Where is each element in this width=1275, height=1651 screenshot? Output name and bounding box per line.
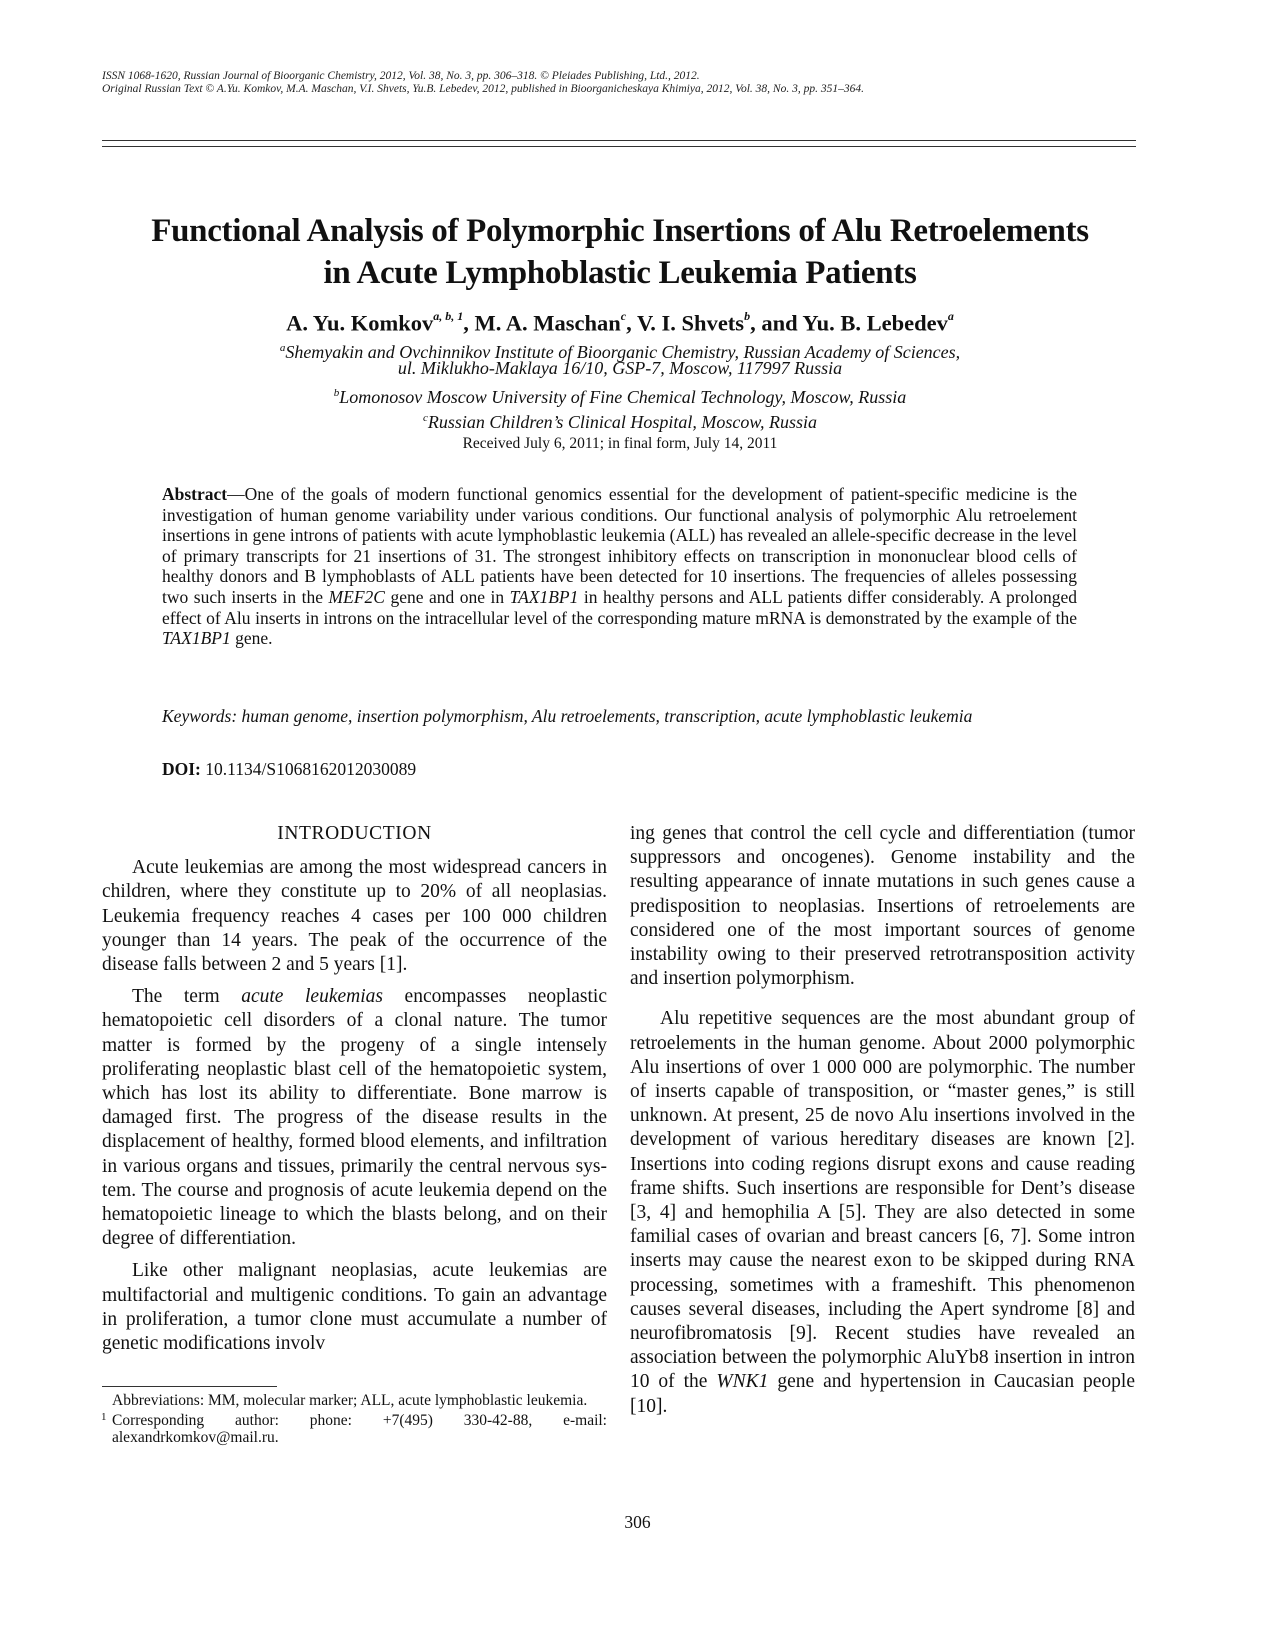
footnotes [101, 1392, 607, 1447]
header-line-1: ISSN 1068-1620, Russian Journal of Bioorganic Chemistry, 2012, Vol. 38, No. 3, pp. 306–318. © Pleiades Publishing, Ltd., 2012. [102, 70, 700, 82]
header-rule-top [102, 140, 1136, 141]
article-title [80, 210, 1160, 294]
author-separator: , [750, 310, 756, 336]
header-rule-bottom [102, 146, 1136, 147]
gene-name: MEF2C [328, 586, 385, 607]
affiliation-mark: c [422, 412, 428, 424]
author-separator: , [463, 310, 469, 336]
affiliation-b [80, 383, 1160, 407]
affiliation-text: Russian Children’s Clinical Hospital, Moscow, Russia [427, 412, 818, 432]
abstract-text: —One of the goals of modern functional genomics essential for the development of patient-specific medicine is the investigation of human genome variability under various conditions. Our functional analysis of polymorphic Alu retroelement insertions in gene introns of patients with acute lymphoblastic leukemia (ALL) has revealed an allele-specific decrease in the level of primary transcripts for 21 insertions of 31. The strongest inhibitory effects on transcription in mononuclear blood cells of healthy donors and B lymphoblasts of ALL patients have been detected for 10 insertions. The frequencies of alleles possessing two such inserts in the [162, 484, 1077, 607]
paragraph [630, 1007, 1135, 1418]
abstract-text: in healthy persons and ALL patients differ considerably. A prolonged effect of Alu inserts in introns on the intracellular level of the corresponding mature mRNA is demonstrated by the example of the [162, 586, 1077, 628]
gene-name: WNK1 [716, 1371, 769, 1393]
affiliation-text: Lomonosov Moscow University of Fine Chemical Technology, Moscow, Russia [339, 387, 907, 407]
author-name: V. I. Shvets [636, 310, 745, 336]
abstract-label: Abstract [162, 484, 228, 504]
author-separator: , [626, 310, 632, 336]
gene-name: TAX1BP1 [509, 586, 579, 607]
right-column [630, 822, 1135, 1419]
paragraph [102, 985, 607, 1251]
paragraph: ing genes that control the cell cycle and differentiation (tumor suppressors and oncogenes). Genome instability and the resulting appearance of innate mutations in such genes cause a predisposition to neoplasias. Insertions of retroelements are considered one of the most important sources of genome instability owing to their preserved retrotransposition activity and insertion polymorphism. [630, 823, 1135, 990]
author-list [80, 303, 1160, 339]
author-affiliation-mark: a, b, 1 [433, 309, 464, 323]
author-affiliation-mark: b [744, 309, 751, 323]
paragraph-text: gene and hypertension in Caucasian people [10]. [630, 1371, 1135, 1417]
affiliation-c [80, 408, 1160, 432]
doi-value: 10.1134/S1068162012030089 [200, 759, 417, 779]
author-affiliation-mark: c [620, 309, 627, 323]
paragraph: Acute leukemias are among the most widespread cancers in children, where they constitute up to 20% of all neoplasias. Leukemia frequency reaches 4 cases per 100 000 children younger than 14 years. The peak of the occurrence of the disease falls between 2 and 5 years [1]. [102, 857, 607, 976]
doi-label: DOI: [162, 759, 201, 779]
footnote-1 [101, 1410, 607, 1447]
paragraph-text: The term [132, 986, 242, 1008]
footnote-text: Corresponding author: phone: +7(495) 330-42-88, e-mail: alexandrkomkov@mail.ru. [112, 1411, 607, 1446]
footnote-abbreviations: Abbreviations: MM, molecular marker; ALL, acute lymphoblastic leukemia. [112, 1392, 588, 1409]
affiliation-a [80, 338, 1160, 362]
affiliation-mark: b [333, 387, 340, 399]
page-number: 306 [624, 1512, 651, 1532]
affiliations [80, 338, 1160, 432]
footnote-mark: 1 [101, 1410, 107, 1423]
title-line-1: Functional Analysis of Polymorphic Insertions of Alu Retroelements [151, 213, 1089, 249]
doi [162, 758, 416, 780]
keywords: Keywords: human genome, insertion polymorphism, Alu retroelements, transcription, acute lymphoblastic leukemia [162, 706, 973, 726]
paragraph-text: Alu repetitive sequences are the most abundant group of retroelements in the human genome. About 2000 polymorphic Alu insertions of over 1 000 000 are polymorphic. The number of inserts capable of transposition, or “master genes,” is still unknown. At present, 25 de novo Alu insertions involved in the development of various hereditary diseases are known [2]. Insertions into coding regions disrupt exons and cause reading frame shifts. Such insertions are responsible for Dent’s disease [3, 4] and hemophilia A [5]. They are also detected in some familial cases of ovarian and breast cancers [6, 7]. Some intron inserts may cause the nearest exon to be skipped during RNA processing, sometimes with a frameshift. This phenomenon causes several diseases, including the Apert syndrome [8] and neurofibromatosis [9]. Recent studies have revealed an association between the polymorphic AluYb8 insertion in intron 10 of the [630, 1008, 1135, 1393]
abstract-text: gene. [230, 628, 273, 649]
affiliation-mark: a [279, 342, 286, 354]
abstract-text: gene and one in [384, 586, 510, 607]
received-dates: Received July 6, 2011; in final form, July 14, 2011 [462, 435, 778, 452]
title-line-2: in Acute Lymphoblastic Leukemia Patients [323, 255, 917, 291]
journal-header [102, 70, 1102, 96]
gene-name: TAX1BP1 [162, 628, 231, 649]
author-conjunction: and [761, 310, 798, 336]
emphasis: acute leukemias [241, 986, 383, 1008]
author-name: M. A. Maschan [474, 310, 621, 336]
left-column [102, 822, 607, 1356]
affiliation-a-address: ul. Miklukho-Maklaya 16/10, GSP-7, Moscow, 117997 Russia [397, 358, 843, 378]
paragraph: Like other malignant neoplasias, acute leukemias are multifactorial and multigenic conditions. To gain an advantage in proliferation, a tumor clone must accumulate a number of genetic modifications involv [102, 1260, 607, 1355]
section-heading-introduction: INTRODUCTION [277, 823, 432, 844]
footnote-rule [102, 1386, 277, 1387]
author-affiliation-mark: a [947, 309, 954, 323]
author-name: A. Yu. Komkov [286, 310, 434, 336]
paragraph-text: encompasses neoplastic hematopoietic cell disorders of a clonal nature. The tumor matter is formed by the progeny of a single intensely proliferating neoplastic blast cell of the hematopoietic system, which has lost its ability to differentiate. Bone marrow is damaged first. The progress of the disease results in the displacement of healthy, formed blood elements, and infiltration in various organs and tissues, primarily the central nervous system. The course and prognosis of acute leukemia depend on the hematopoietic lineage to which the blasts belong, and on their degree of differentiation. [102, 986, 607, 1250]
header-line-2: Original Russian Text © A.Yu. Komkov, M.A. Maschan, V.I. Shvets, Yu.B. Lebedev, 2012, published in Bioorganicheskaya Khimiya, 2012, Vol. 38, No. 3, pp. 351–364. [102, 83, 864, 95]
author-name: Yu. B. Lebedev [802, 310, 948, 336]
abstract [162, 484, 1077, 649]
affiliation-text: Shemyakin and Ovchinnikov Institute of Bioorganic Chemistry, Russian Academy of Sciences, [285, 342, 961, 362]
